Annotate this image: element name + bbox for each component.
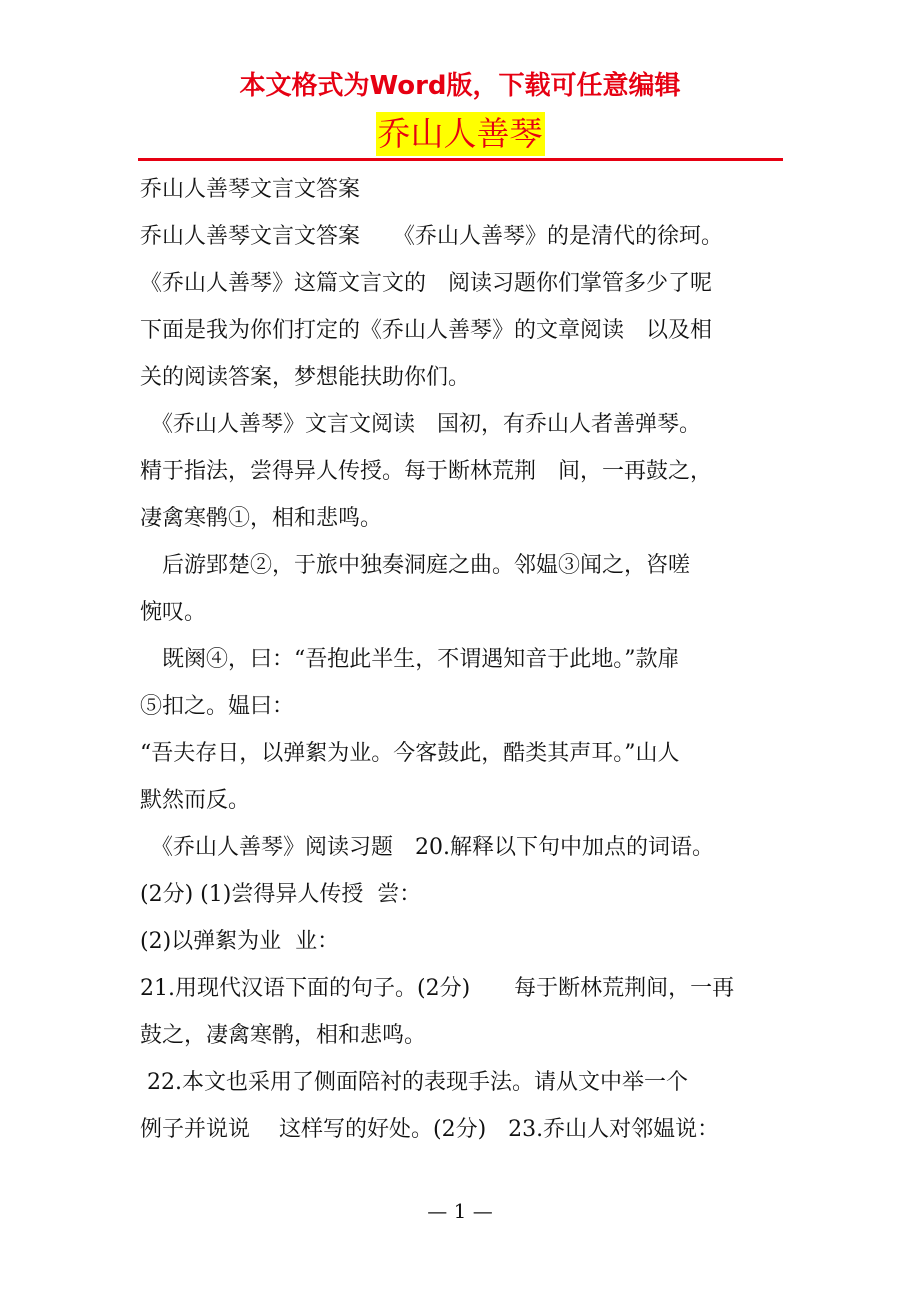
body-line: 关的阅读答案，梦想能扶助你们。	[140, 365, 471, 390]
body-line: 默然而反。	[140, 788, 251, 813]
body-line: 乔山人善琴文言文答案 《乔山人善琴》的是清代的徐珂。	[140, 224, 724, 249]
body-line: 惋叹。	[140, 600, 207, 625]
format-banner: 本文格式为Word版，下载可任意编辑	[239, 71, 681, 101]
body-line: 既阕④，曰：“吾抱此半生，不谓遇知音于此地。”款扉	[140, 647, 680, 672]
body-line: 例子并说说 这样写的好处。(2分) 23.乔山人对邻媪说：	[140, 1117, 720, 1142]
body-line: 《乔山人善琴》这篇文言文的 阅读习题你们掌管多少了呢	[140, 271, 713, 296]
body-line: 21.用现代汉语下面的句子。(2分) 每于断林荒荆间，一再	[140, 976, 735, 1001]
body-line: (2分) (1)尝得异人传授 尝：	[140, 882, 422, 907]
document-title: 乔山人善琴	[376, 112, 545, 156]
title-divider	[138, 158, 783, 161]
body-line: 下面是我为你们打定的《乔山人善琴》的文章阅读 以及相	[140, 318, 713, 343]
body-line: “吾夫存日，以弹絮为业。今客鼓此，酷类其声耳。”山人	[140, 741, 680, 766]
page-number: — 1 —	[427, 1199, 493, 1223]
document-body	[140, 166, 782, 1153]
body-line: 精于指法，尝得异人传授。每于断林荒荆 间，一再鼓之，	[140, 459, 713, 484]
body-line: 后游郢楚②，于旅中独奏洞庭之曲。邻媪③闻之，咨嗟	[140, 553, 691, 578]
body-line: 凄禽寒鹘①，相和悲鸣。	[140, 506, 383, 531]
body-line: ⑤扣之。媪曰：	[140, 694, 295, 719]
body-line: 鼓之，凄禽寒鹘，相和悲鸣。	[140, 1023, 427, 1048]
body-line: (2)以弹絮为业 业：	[140, 929, 340, 954]
body-line: 乔山人善琴文言文答案	[140, 177, 361, 202]
title-container	[0, 112, 920, 156]
body-line: 22.本文也采用了侧面陪衬的表现手法。请从文中举一个	[140, 1070, 688, 1095]
body-line: 《乔山人善琴》阅读习题 20.解释以下句中加点的词语。	[140, 835, 714, 860]
body-line: 《乔山人善琴》文言文阅读 国初，有乔山人者善弹琴。	[140, 412, 702, 437]
